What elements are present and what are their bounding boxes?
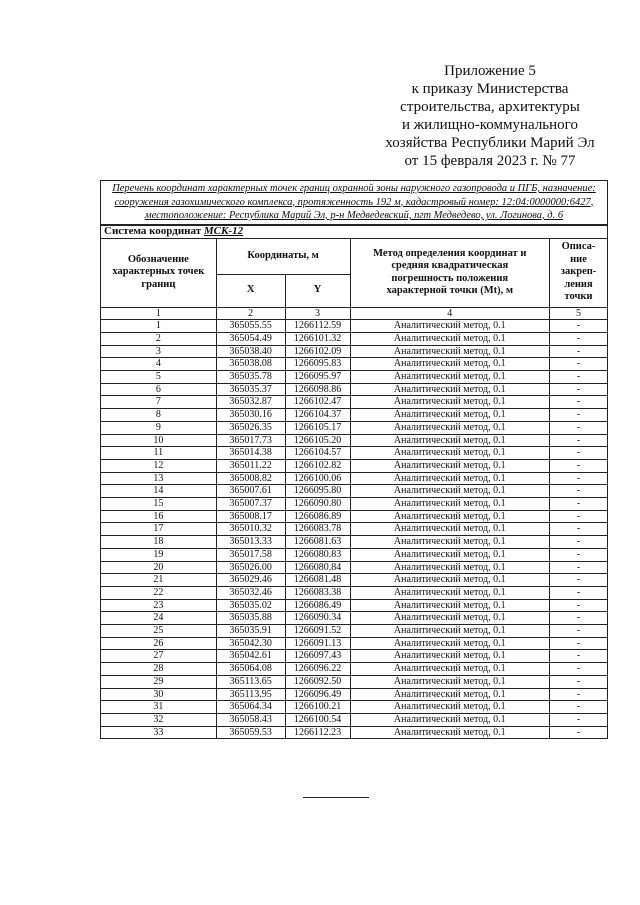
coord-x: 365035.02 bbox=[216, 599, 285, 612]
table-row bbox=[101, 485, 608, 498]
point-id: 14 bbox=[101, 485, 217, 498]
coord-x: 365113.65 bbox=[216, 675, 285, 688]
description: - bbox=[550, 726, 608, 739]
table-row bbox=[101, 574, 608, 587]
table-row bbox=[101, 396, 608, 409]
coord-y: 1266090.34 bbox=[285, 612, 350, 625]
coord-y: 1266104.57 bbox=[285, 447, 350, 460]
table-row bbox=[101, 625, 608, 638]
table-row bbox=[101, 472, 608, 485]
header-y: Y bbox=[285, 274, 350, 307]
point-id: 27 bbox=[101, 650, 217, 663]
coord-x: 365013.33 bbox=[216, 536, 285, 549]
coord-x: 365007.37 bbox=[216, 498, 285, 511]
description: - bbox=[550, 650, 608, 663]
table-title: Перечень координат характерных точек границ охранной зоны наружного газопровода и ПГБ, назначение: сооружения газохимического комплекса, протяженность 192 м, кадастровый номер: 12:04:0000000:6427, местоположение: Республика Марий Эл, р-н Медведевский, пгт Медведево, ул. Логинова, д. 6 bbox=[101, 181, 608, 225]
coord-y: 1266096.49 bbox=[285, 688, 350, 701]
separator-line bbox=[303, 797, 369, 798]
coord-y: 1266102.47 bbox=[285, 396, 350, 409]
coord-x: 365035.37 bbox=[216, 383, 285, 396]
method: Аналитический метод, 0.1 bbox=[350, 383, 550, 396]
method: Аналитический метод, 0.1 bbox=[350, 485, 550, 498]
description: - bbox=[550, 612, 608, 625]
point-id: 19 bbox=[101, 548, 217, 561]
table-row bbox=[101, 599, 608, 612]
table-row bbox=[101, 320, 608, 333]
table-row bbox=[101, 586, 608, 599]
appendix-header bbox=[370, 62, 610, 170]
coord-x: 365017.73 bbox=[216, 434, 285, 447]
method: Аналитический метод, 0.1 bbox=[350, 434, 550, 447]
description: - bbox=[550, 510, 608, 523]
description: - bbox=[550, 472, 608, 485]
coord-y: 1266083.38 bbox=[285, 586, 350, 599]
point-id: 1 bbox=[101, 320, 217, 333]
coord-y: 1266091.52 bbox=[285, 625, 350, 638]
coord-x: 365042.30 bbox=[216, 637, 285, 650]
point-id: 18 bbox=[101, 536, 217, 549]
coord-y: 1266104.37 bbox=[285, 409, 350, 422]
coord-y: 1266090.80 bbox=[285, 498, 350, 511]
point-id: 10 bbox=[101, 434, 217, 447]
coord-x: 365058.43 bbox=[216, 714, 285, 727]
method: Аналитический метод, 0.1 bbox=[350, 409, 550, 422]
coord-y: 1266097.43 bbox=[285, 650, 350, 663]
header-description: Описа-ние закреп-ления точки bbox=[550, 238, 608, 307]
description: - bbox=[550, 320, 608, 333]
point-id: 31 bbox=[101, 701, 217, 714]
method: Аналитический метод, 0.1 bbox=[350, 510, 550, 523]
coord-x: 365038.08 bbox=[216, 358, 285, 371]
coordinates-table bbox=[100, 180, 608, 739]
appendix-line: к приказу Министерства bbox=[411, 81, 569, 97]
method: Аналитический метод, 0.1 bbox=[350, 612, 550, 625]
description: - bbox=[550, 523, 608, 536]
method: Аналитический метод, 0.1 bbox=[350, 447, 550, 460]
coord-x: 365042.61 bbox=[216, 650, 285, 663]
coord-x: 365011.22 bbox=[216, 459, 285, 472]
coord-x: 365035.78 bbox=[216, 371, 285, 384]
coord-y: 1266100.54 bbox=[285, 714, 350, 727]
appendix-line: от 15 февраля 2023 г. № 77 bbox=[404, 153, 576, 169]
description: - bbox=[550, 383, 608, 396]
coord-y: 1266102.09 bbox=[285, 345, 350, 358]
coord-y: 1266081.48 bbox=[285, 574, 350, 587]
coord-y: 1266091.13 bbox=[285, 637, 350, 650]
point-id: 8 bbox=[101, 409, 217, 422]
coord-x: 365054.49 bbox=[216, 332, 285, 345]
method: Аналитический метод, 0.1 bbox=[350, 371, 550, 384]
coord-x: 365007.61 bbox=[216, 485, 285, 498]
point-id: 29 bbox=[101, 675, 217, 688]
description: - bbox=[550, 637, 608, 650]
coord-x: 365038.40 bbox=[216, 345, 285, 358]
coord-x: 365010.32 bbox=[216, 523, 285, 536]
table-row bbox=[101, 498, 608, 511]
col-number: 3 bbox=[285, 307, 350, 320]
description: - bbox=[550, 358, 608, 371]
description: - bbox=[550, 663, 608, 676]
table-row bbox=[101, 358, 608, 371]
point-id: 20 bbox=[101, 561, 217, 574]
appendix-line: хозяйства Республики Марий Эл bbox=[385, 135, 595, 151]
coord-y: 1266095.97 bbox=[285, 371, 350, 384]
col-number: 2 bbox=[216, 307, 285, 320]
method: Аналитический метод, 0.1 bbox=[350, 320, 550, 333]
coord-x: 365113.95 bbox=[216, 688, 285, 701]
table-row bbox=[101, 612, 608, 625]
coord-y: 1266112.23 bbox=[285, 726, 350, 739]
coord-y: 1266105.20 bbox=[285, 434, 350, 447]
point-id: 30 bbox=[101, 688, 217, 701]
table-row bbox=[101, 383, 608, 396]
coord-x: 365055.55 bbox=[216, 320, 285, 333]
coord-y: 1266096.22 bbox=[285, 663, 350, 676]
coord-y: 1266100.06 bbox=[285, 472, 350, 485]
description: - bbox=[550, 396, 608, 409]
header-designation: Обозначение характерных точек границ bbox=[101, 238, 217, 307]
coordinate-system-label: Система координат bbox=[104, 224, 204, 237]
coord-y: 1266086.49 bbox=[285, 599, 350, 612]
coord-x: 365064.34 bbox=[216, 701, 285, 714]
description: - bbox=[550, 561, 608, 574]
point-id: 21 bbox=[101, 574, 217, 587]
appendix-line: Приложение 5 bbox=[444, 63, 536, 79]
table-row bbox=[101, 675, 608, 688]
method: Аналитический метод, 0.1 bbox=[350, 421, 550, 434]
point-id: 25 bbox=[101, 625, 217, 638]
method: Аналитический метод, 0.1 bbox=[350, 574, 550, 587]
coord-y: 1266101.32 bbox=[285, 332, 350, 345]
col-number: 5 bbox=[550, 307, 608, 320]
coord-y: 1266081.63 bbox=[285, 536, 350, 549]
table-row bbox=[101, 345, 608, 358]
table-row bbox=[101, 409, 608, 422]
description: - bbox=[550, 485, 608, 498]
method: Аналитический метод, 0.1 bbox=[350, 523, 550, 536]
coordinate-system bbox=[101, 225, 608, 239]
method: Аналитический метод, 0.1 bbox=[350, 663, 550, 676]
method: Аналитический метод, 0.1 bbox=[350, 459, 550, 472]
point-id: 9 bbox=[101, 421, 217, 434]
point-id: 28 bbox=[101, 663, 217, 676]
coord-y: 1266086.89 bbox=[285, 510, 350, 523]
coord-x: 365032.87 bbox=[216, 396, 285, 409]
table-row bbox=[101, 459, 608, 472]
table-row bbox=[101, 650, 608, 663]
coord-x: 365030.16 bbox=[216, 409, 285, 422]
coord-x: 365035.91 bbox=[216, 625, 285, 638]
description: - bbox=[550, 599, 608, 612]
description: - bbox=[550, 714, 608, 727]
method: Аналитический метод, 0.1 bbox=[350, 675, 550, 688]
coord-y: 1266092.50 bbox=[285, 675, 350, 688]
description: - bbox=[550, 625, 608, 638]
coord-x: 365026.35 bbox=[216, 421, 285, 434]
description: - bbox=[550, 675, 608, 688]
coord-y: 1266095.80 bbox=[285, 485, 350, 498]
method: Аналитический метод, 0.1 bbox=[350, 332, 550, 345]
method: Аналитический метод, 0.1 bbox=[350, 498, 550, 511]
point-id: 16 bbox=[101, 510, 217, 523]
description: - bbox=[550, 688, 608, 701]
point-id: 6 bbox=[101, 383, 217, 396]
table-row bbox=[101, 714, 608, 727]
point-id: 13 bbox=[101, 472, 217, 485]
method: Аналитический метод, 0.1 bbox=[350, 536, 550, 549]
header-x: X bbox=[216, 274, 285, 307]
header-coords: Координаты, м bbox=[216, 238, 350, 274]
method: Аналитический метод, 0.1 bbox=[350, 548, 550, 561]
coord-y: 1266080.84 bbox=[285, 561, 350, 574]
coord-x: 365008.17 bbox=[216, 510, 285, 523]
table-row bbox=[101, 688, 608, 701]
table-row bbox=[101, 510, 608, 523]
method: Аналитический метод, 0.1 bbox=[350, 637, 550, 650]
coord-x: 365017.58 bbox=[216, 548, 285, 561]
method: Аналитический метод, 0.1 bbox=[350, 726, 550, 739]
point-id: 32 bbox=[101, 714, 217, 727]
coord-x: 365014.38 bbox=[216, 447, 285, 460]
point-id: 2 bbox=[101, 332, 217, 345]
point-id: 22 bbox=[101, 586, 217, 599]
method: Аналитический метод, 0.1 bbox=[350, 358, 550, 371]
header-method: Метод определения координат и средняя квадратическая погрешность положения характерной точки (Mt), м bbox=[350, 238, 550, 307]
col-number: 4 bbox=[350, 307, 550, 320]
col-number: 1 bbox=[101, 307, 217, 320]
coord-x: 365026.00 bbox=[216, 561, 285, 574]
table-row bbox=[101, 536, 608, 549]
description: - bbox=[550, 498, 608, 511]
point-id: 24 bbox=[101, 612, 217, 625]
coord-x: 365059.53 bbox=[216, 726, 285, 739]
description: - bbox=[550, 574, 608, 587]
point-id: 4 bbox=[101, 358, 217, 371]
coord-x: 365035.88 bbox=[216, 612, 285, 625]
coord-x: 365064.08 bbox=[216, 663, 285, 676]
point-id: 15 bbox=[101, 498, 217, 511]
coord-x: 365029.46 bbox=[216, 574, 285, 587]
method: Аналитический метод, 0.1 bbox=[350, 599, 550, 612]
coord-x: 365032.46 bbox=[216, 586, 285, 599]
coord-y: 1266100.21 bbox=[285, 701, 350, 714]
table-row bbox=[101, 548, 608, 561]
coord-y: 1266095.83 bbox=[285, 358, 350, 371]
description: - bbox=[550, 421, 608, 434]
coord-y: 1266080.83 bbox=[285, 548, 350, 561]
description: - bbox=[550, 536, 608, 549]
coord-y: 1266098.86 bbox=[285, 383, 350, 396]
point-id: 5 bbox=[101, 371, 217, 384]
table-row bbox=[101, 701, 608, 714]
point-id: 23 bbox=[101, 599, 217, 612]
appendix-line: строительства, архитектуры bbox=[400, 99, 580, 115]
point-id: 17 bbox=[101, 523, 217, 536]
method: Аналитический метод, 0.1 bbox=[350, 586, 550, 599]
point-id: 33 bbox=[101, 726, 217, 739]
method: Аналитический метод, 0.1 bbox=[350, 701, 550, 714]
method: Аналитический метод, 0.1 bbox=[350, 625, 550, 638]
point-id: 11 bbox=[101, 447, 217, 460]
table-row bbox=[101, 637, 608, 650]
description: - bbox=[550, 548, 608, 561]
coordinate-system-value: МСК-12 bbox=[203, 224, 244, 237]
table-row bbox=[101, 561, 608, 574]
description: - bbox=[550, 332, 608, 345]
coord-y: 1266112.59 bbox=[285, 320, 350, 333]
description: - bbox=[550, 701, 608, 714]
point-id: 26 bbox=[101, 637, 217, 650]
table-row bbox=[101, 726, 608, 739]
coord-y: 1266102.82 bbox=[285, 459, 350, 472]
coord-y: 1266105.17 bbox=[285, 421, 350, 434]
table-row bbox=[101, 447, 608, 460]
description: - bbox=[550, 586, 608, 599]
table-row bbox=[101, 434, 608, 447]
description: - bbox=[550, 409, 608, 422]
point-id: 3 bbox=[101, 345, 217, 358]
method: Аналитический метод, 0.1 bbox=[350, 714, 550, 727]
table-row bbox=[101, 332, 608, 345]
method: Аналитический метод, 0.1 bbox=[350, 688, 550, 701]
description: - bbox=[550, 459, 608, 472]
description: - bbox=[550, 371, 608, 384]
table-row bbox=[101, 523, 608, 536]
method: Аналитический метод, 0.1 bbox=[350, 472, 550, 485]
description: - bbox=[550, 345, 608, 358]
method: Аналитический метод, 0.1 bbox=[350, 345, 550, 358]
method: Аналитический метод, 0.1 bbox=[350, 561, 550, 574]
description: - bbox=[550, 447, 608, 460]
table-row bbox=[101, 371, 608, 384]
point-id: 12 bbox=[101, 459, 217, 472]
table-row bbox=[101, 663, 608, 676]
point-id: 7 bbox=[101, 396, 217, 409]
coord-x: 365008.82 bbox=[216, 472, 285, 485]
appendix-line: и жилищно-коммунального bbox=[402, 117, 578, 133]
coord-y: 1266083.78 bbox=[285, 523, 350, 536]
method: Аналитический метод, 0.1 bbox=[350, 396, 550, 409]
table-row bbox=[101, 421, 608, 434]
method: Аналитический метод, 0.1 bbox=[350, 650, 550, 663]
description: - bbox=[550, 434, 608, 447]
